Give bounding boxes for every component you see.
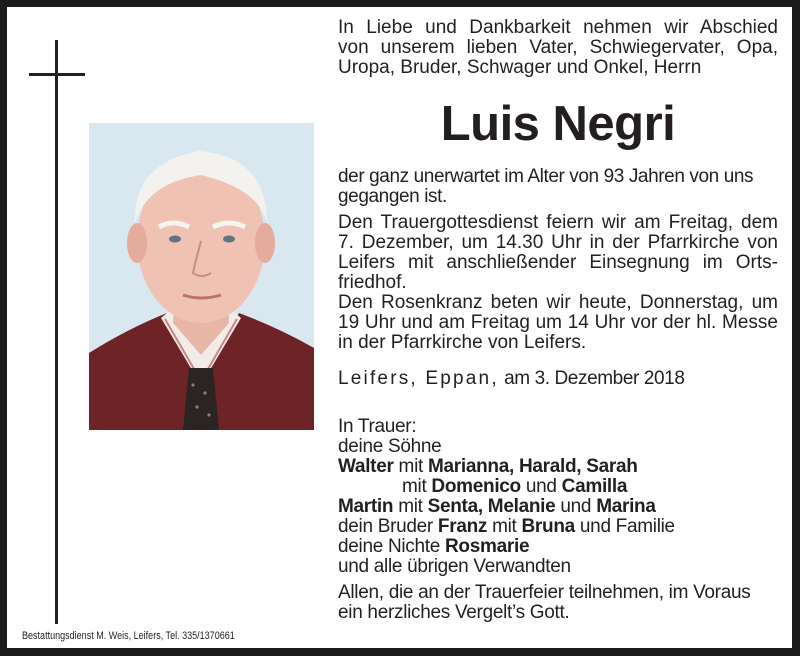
mourner-name: Bruna [521,516,575,537]
relation-label: dein Bruder [338,516,433,537]
relation-label: deine Nichte [338,536,441,557]
intro-line: In Liebe und Dankbarkeit nehmen wir Abschied [338,17,778,38]
thanks-line: Allen, die an der Trauerfeier teilnehmen, im Voraus [338,582,751,603]
mourner-name: Marina [596,496,656,517]
connector: und [560,496,592,517]
service-line: Leifers mit anschließender Einsegnung im Orts- [338,252,778,273]
intro-line: Uropa, Bruder, Schwager und Onkel, Herrn [338,57,702,78]
mourner-family: Senta, Melanie [427,496,556,517]
place-names: Leifers, Eppan, [338,368,499,389]
notice-date: am 3. Dezember 2018 [504,368,685,389]
rosary-line: 19 Uhr und am Freitag um 14 Uhr vor der hl. Messe [338,312,778,333]
thanks-text [338,583,750,623]
mourner-name: Domenico [431,476,521,497]
intro-text [338,18,778,78]
thanks-line: ein herzliches Vergelt’s Gott. [338,602,570,623]
connector: mit [402,476,427,497]
portrait-photo [89,123,314,430]
mourner-family: Marianna, Harald, Sarah [427,456,638,477]
deceased-name: Luis Negri [440,97,676,151]
rosary-text [338,293,778,353]
place-date-line [338,369,684,389]
mourner-name: Franz [437,516,488,537]
passing-text [338,167,778,207]
mourner-row-niece [338,537,675,557]
sons-label: deine Söhne [338,436,442,457]
mourner-name: Camilla [561,476,628,497]
intro-line: von unserem lieben Vater, Schwiegervater, Opa, [338,37,778,58]
mourner-row-martin [338,497,675,517]
service-line: Den Trauergottesdienst feiern wir am Freitag, dem [338,212,778,233]
obituary-notice [7,7,792,648]
relation-suffix: und Familie [579,516,675,537]
portrait-illustration [89,123,314,430]
mourner-row-grandchildren [338,477,675,497]
mourner-row-walter [338,457,675,477]
funeral-home-credit: Bestattungsdienst M. Weis, Leifers, Tel. 335/1370661 [22,630,235,642]
connector: und [525,476,557,497]
rosary-line: Den Rosenkranz beten wir heute, Donnerstag, um [338,292,778,313]
mourner-name: Rosmarie [445,536,530,557]
mourner-row-brother [338,517,675,537]
passing-line: gegangen ist. [338,186,447,207]
other-relatives: und alle übrigen Verwandten [338,556,571,577]
mourners-list [338,417,675,577]
rosary-line: in der Pfarrkirche von Leifers. [338,332,587,353]
connector: mit [398,456,423,477]
connector: mit [492,516,517,537]
mourner-name: Walter [338,456,394,477]
passing-line: der ganz unerwartet im Alter von 93 Jahren von uns [338,166,754,187]
funeral-service-text [338,213,778,293]
mourners-heading: In Trauer: [338,416,417,437]
cross-horizontal-bar [29,73,85,76]
mourner-name: Martin [338,496,394,517]
service-line: 7. Dezember, um 14.30 Uhr in der Pfarrkirche von [338,232,778,253]
connector: mit [398,496,423,517]
cross-vertical-bar [55,40,58,624]
service-line: friedhof. [338,272,407,293]
